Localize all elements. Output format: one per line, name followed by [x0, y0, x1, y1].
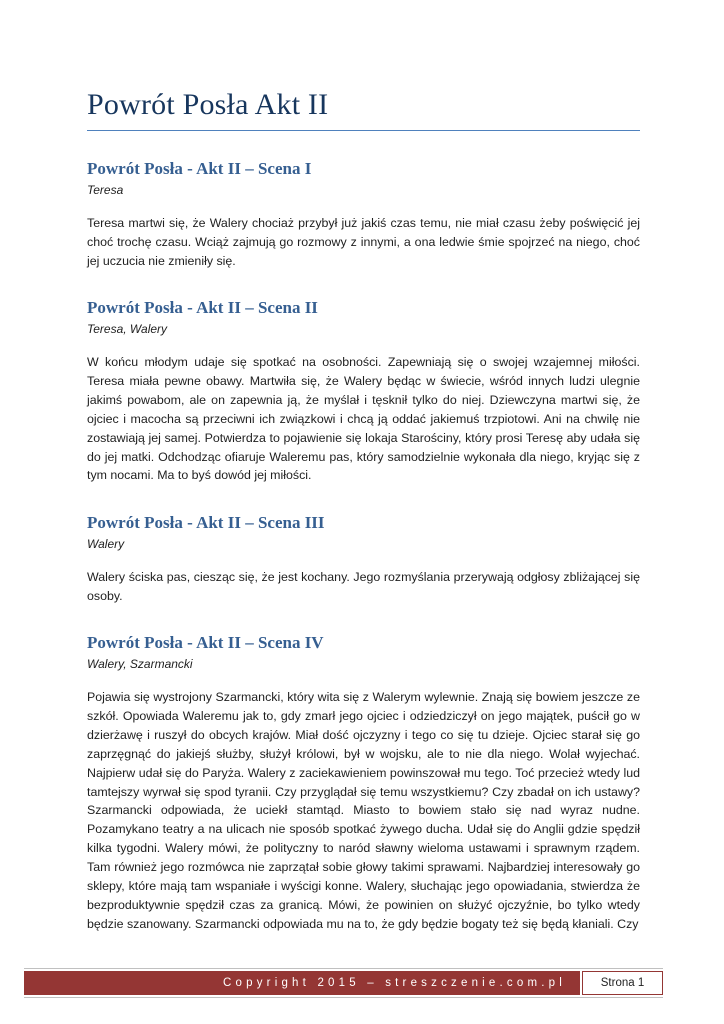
- scene-persons: Teresa: [87, 183, 124, 197]
- document-title: Powrót Posła Akt II: [87, 84, 640, 131]
- scene-section: [87, 297, 640, 485]
- scene-persons: Walery, Szarmancki: [87, 657, 193, 671]
- scene-section: [87, 632, 640, 934]
- scene-summary: Pojawia się wystrojony Szarmancki, który wita się z Walerym wylewnie. Znają się bowiem jeszcze ze szkół. Opowiada Waleremu jak to, gdy zmarł jego ojciec i odziedziczył on jego majątek, puścił go w dzierżawę i ruszył do obcych krajów. Miał dość ojczyzny i tego co się tu dzieje. Ojciec starał się go zaprzęgnąć do jakiejś służby, służył królowi, był w wojsku, ale to nie dla niego. Wolał wyjechać. Najpierw udał się do Paryża. Walery z zaciekawieniem powinszował mu tego. Toć przecież wtedy lud tamtejszy wyrwał się spod tyranii. Czy przyglądał się temu wszystkiemu? Czy zbadał on ich ustawy? Szarmancki odpowiada, że uciekł stamtąd. Miasto to bowiem stało się nad wyraz nudne. Pozamykano teatry a na ulicach nie sposób spotkać żywego ducha. Udał się do Anglii gdzie spędził kilka tygodni. Walery mówi, że polityczny to naród sławny wieloma ustawami i sprawnym rządem. Tam również jego rozmówca nie zaprzątał sobie głowy takimi sprawami. Najbardziej interesowały go sklepy, które mają tam wspaniałe i wyścigi konne. Walery, słuchając jego opowiadania, stwierdza że bezproduktywnie spędził czas za granicą. Mówi, że powinien on służyć ojczyźnie, bo tylko wtedy będzie szanowany. Szarmancki odpowiada mu na to, że gdy będzie bogaty też się będą kłaniali. Czy: [87, 690, 640, 931]
- scene-persons: Teresa, Walery: [87, 322, 168, 336]
- scene-section: [87, 512, 640, 606]
- scene-persons: Walery: [87, 537, 125, 551]
- page-number: Strona 1: [600, 977, 645, 989]
- scene-heading: Powrót Posła - Akt II – Scena I: [87, 159, 312, 178]
- page-number-box: [582, 971, 663, 995]
- scene-heading: Powrót Posła - Akt II – Scena II: [87, 298, 318, 317]
- copyright-bar: [24, 971, 580, 995]
- scene-heading: Powrót Posła - Akt II – Scena IV: [87, 633, 324, 652]
- scene-summary: Walery ściska pas, ciesząc się, że jest kochany. Jego rozmyślania przerywają odgłosy zbliżającej się osoby.: [87, 570, 640, 603]
- scene-summary: W końcu młodym udaje się spotkać na osobności. Zapewniają się o swojej wzajemnej miłości. Teresa miała pewne obawy. Martwiła się, że Walery będąc w świecie, wśród innych ludzi ulegnie jakimś powabom, ale on zapewnia ją, że myślał i tęsknił tylko do niej. Dziewczyna martwi się, że ojciec i macocha są przeciwni ich związkowi i chcą ją oddać jakiemuś trzpiotowi. Ani na chwilę nie zostawiają jej samej. Potwierdza to pojawienie się lokaja Starościny, który prosi Teresę aby udała się do jej matki. Odchodząc ofiaruje Waleremu pas, który samodzielnie wykonała dla niego, kryjąc się z tym nocami. Ma to byś dowód jej miłości.: [87, 355, 640, 483]
- scene-section: [87, 158, 640, 271]
- scene-summary: Teresa martwi się, że Walery chociaż przybył już jakiś czas temu, nie miał czasu żeby poświęcić jej choć trochę czasu. Wciąż zajmują go rozmowy z innymi, a ona ledwie śmie spojrzeć na niego, choć jej uczucia nie zmieniły się.: [87, 216, 640, 268]
- page-footer: [24, 968, 663, 998]
- copyright-text: Copyright 2015 – streszczenie.com.pl: [223, 977, 566, 989]
- scene-heading: Powrót Posła - Akt II – Scena III: [87, 513, 325, 532]
